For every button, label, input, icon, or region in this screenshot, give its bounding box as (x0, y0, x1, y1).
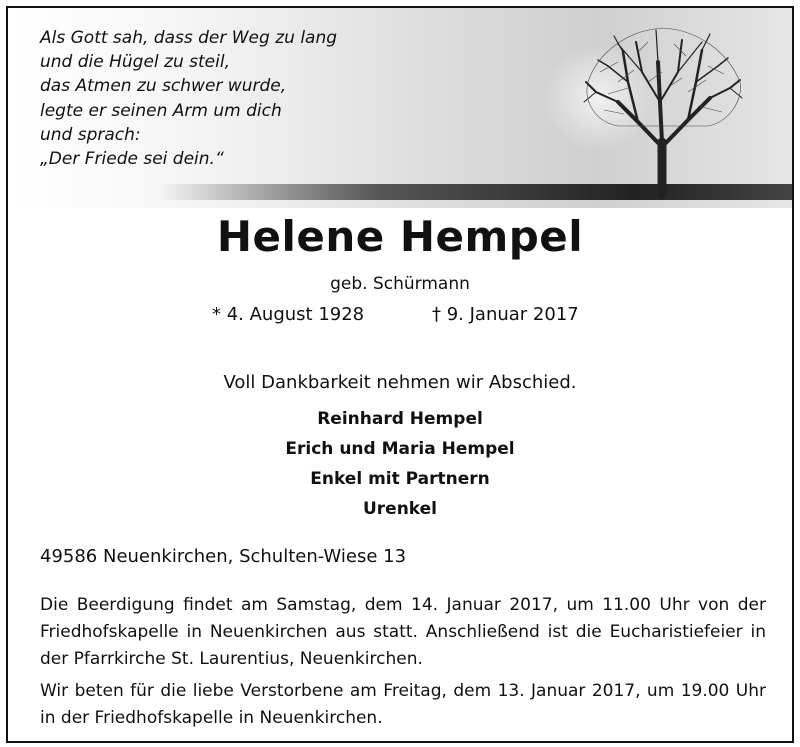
mourner-name: Reinhard Hempel (317, 409, 483, 429)
poem-line: „Der Friede sei dein.“ (40, 149, 224, 170)
death-date: † 9. Januar 2017 (432, 304, 579, 325)
mourner-name: Enkel mit Partnern (310, 469, 490, 489)
poem-line: und sprach: (40, 124, 141, 145)
mourners-list (8, 404, 792, 524)
funeral-notice: Die Beerdigung findet am Samstag, dem 14. Januar 2017, um 11.00 Uhr von der Friedhofskapelle in Neuenkirchen aus statt. Anschließend ist die Eucharistiefeier in der Pfarrkirche St. Laurentius, Neuenkirchen. (40, 595, 766, 669)
deceased-name: Helene Hempel (216, 212, 584, 261)
obituary-notice (6, 6, 794, 743)
tree-landscape-icon (578, 22, 748, 198)
birth-date: * 4. August 1928 (212, 304, 365, 325)
mourner-name: Urenkel (362, 499, 438, 519)
poem-line: Als Gott sah, dass der Weg zu lang (40, 28, 338, 48)
poem-line: legte er seinen Arm um dich (40, 100, 282, 121)
poem-line: das Atmen zu schwer wurde, (40, 76, 287, 97)
family-address: 49586 Neuenkirchen, Schulten-Wiese 13 (40, 546, 407, 567)
farewell-line: Voll Dankbarkeit nehmen wir Abschied. (223, 372, 577, 393)
mourner-name: Erich und Maria Hempel (285, 439, 515, 459)
poem-line: und die Hügel zu steil, (40, 52, 230, 73)
poem (40, 26, 337, 171)
birth-name: geb. Schürmann (330, 274, 470, 294)
header-banner (8, 8, 792, 208)
prayer-notice: Wir beten für die liebe Verstorbene am Freitag, dem 13. Januar 2017, um 19.00 Uhr in der Friedhofskapelle in Neuenkirchen. (40, 681, 766, 728)
